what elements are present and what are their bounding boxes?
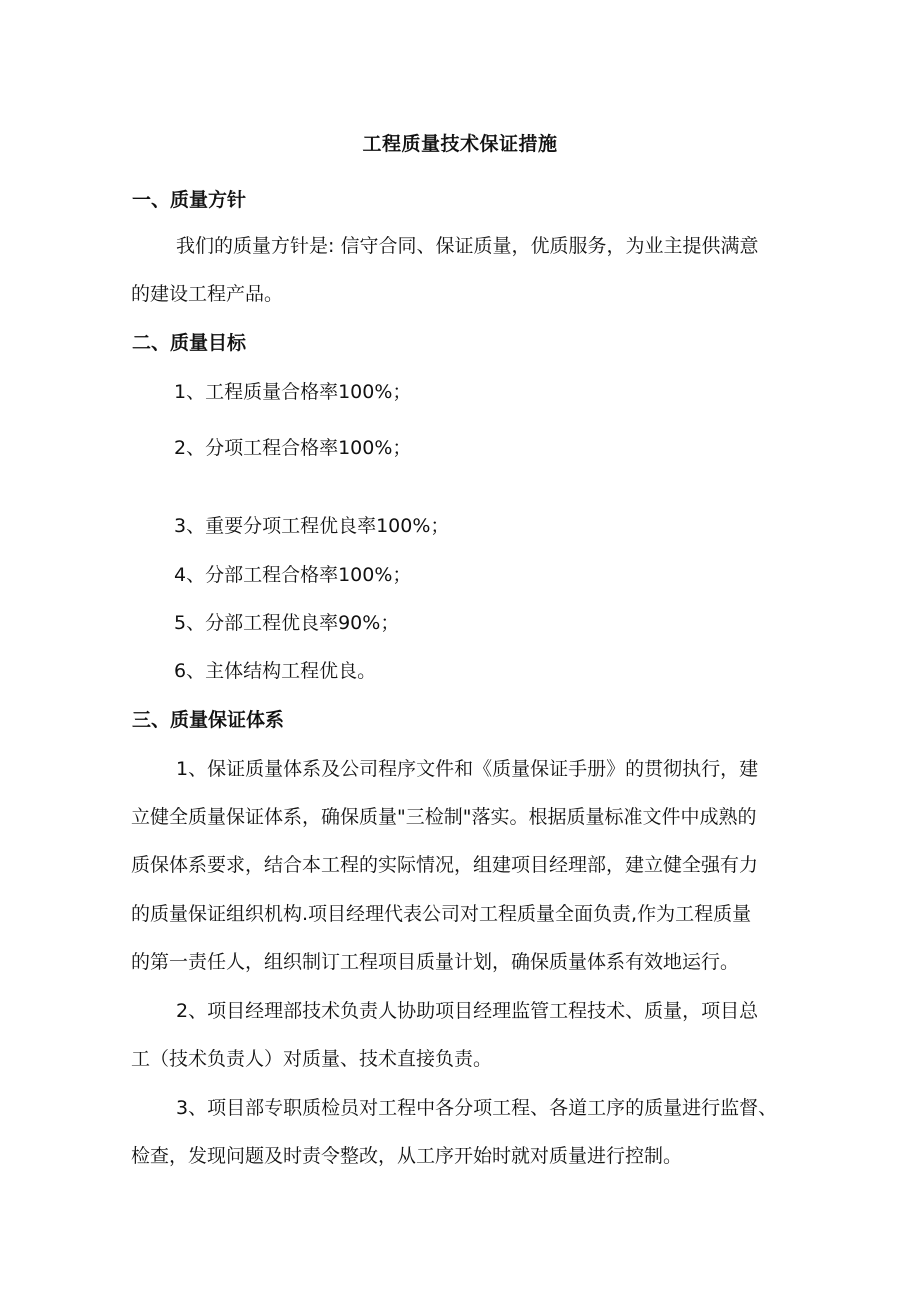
section-heading-quality-assurance-system: 三、质量保证体系 [132, 709, 285, 731]
paragraph-line: 1、保证质量体系及公司程序文件和《质量保证手册》的贯彻执行，建 [176, 758, 759, 780]
goal-list-item: 4、分部工程合格率100%； [174, 564, 412, 586]
paragraph-line: 检查，发现问题及时责令整改，从工序开始时就对质量进行控制。 [131, 1145, 683, 1167]
document-title: 工程质量技术保证措施 [362, 133, 558, 155]
goal-list-item: 2、分项工程合格率100%； [174, 437, 412, 459]
section-heading-quality-policy: 一、质量方针 [132, 189, 247, 211]
paragraph-line: 工（技术负责人）对质量、技术直接负责。 [131, 1048, 493, 1070]
paragraph-line: 3、项目部专职质检员对工程中各分项工程、各道工序的质量进行监督、 [176, 1097, 778, 1119]
goal-list-item: 6、主体结构工程优良。 [174, 660, 377, 682]
goal-list-item: 5、分部工程优良率90%； [174, 612, 400, 634]
goal-list-item: 1、工程质量合格率100%； [174, 381, 412, 403]
paragraph-line: 的第一责任人，组织制订工程项目质量计划，确保质量体系有效地运行。 [131, 951, 740, 973]
goal-list-item: 3、重要分项工程优良率100%； [174, 515, 450, 537]
paragraph-line: 的质量保证组织机构.项目经理代表公司对工程质量全面负责,作为工程质量 [131, 903, 752, 925]
paragraph-line: 2、项目经理部技术负责人协助项目经理监管工程技术、质量，项目总 [176, 1000, 759, 1022]
paragraph-line: 我们的质量方针是: 信守合同、保证质量，优质服务，为业主提供满意 [176, 235, 759, 257]
paragraph-line: 的建设工程产品。 [131, 283, 284, 305]
section-heading-quality-goals: 二、质量目标 [132, 332, 247, 354]
paragraph-line: 立健全质量保证体系，确保质量"三检制"落实。根据质量标准文件中成熟的 [131, 806, 757, 828]
paragraph-line: 质保体系要求，结合本工程的实际情况，组建项目经理部，建立健全强有力 [131, 854, 759, 876]
